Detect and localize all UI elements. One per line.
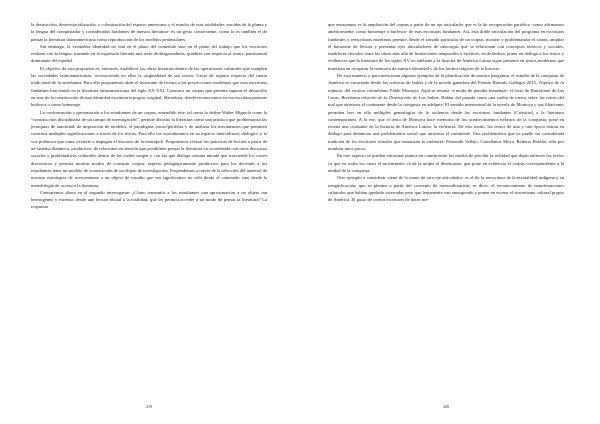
left-paragraph-2: Sin embargo, la verdadera identidad no está en el plano del contenido sino en el plano del trabajo que los escritores realizan con la lengua, trazando en la expresión literaria una serie de desgarraduras, quiebres con respecto al tronco patrimonial dominante del español. [31,43,267,64]
left-paragraph-3: El objetivo de esta propuesta es, entonces, establecer las obras literarias dentro de las operaciones culturales que cumplen las sociedades latinoamericanas, reconociendo en ellas la originalidad de sus textos. Gesto de ruptura respecto del canon tradicional de la enseñanza. Para ello proponemos abrir el horizonte de lectura a las proyecciones modernas que esas escrituras fundantes han tenido en la literatura latinoamericana del siglo XX-XXI. Construir un corpus que permita superar el desarrollo en aras de la construcción de una identidad escrituraria propia, original, liberadora, donde reconocernos en esa escritura pariente burlesca o como homenaje. [31,65,267,108]
left-paragraph-4: La conformación y presentación a los estudiantes de un corpus, entendido éste, tal como lo define Walter Mignolo como la “construcción disciplinaria de un campo de investigación”, permite abordar la literatura como una práctica que problematiza las jerarquías de autoridad, de imposición de modelos, el paradigma centro/periferia y de analizar los mecanismos que permiten construir múltiples significaciones a través de los textos. Para ello los consideramos en su espacio intercultural, dialógico y la voz polémica que toma, revierte e impugna el discurso de la metrópoli. Proponemos revisar las prácticas de lectura a partir de un sistema dinámico, productivo, de relaciones en tensión que posibiliten pensar la literatura en coordenada con otros discursos sociales y problemáticas culturales dentro de las cuales surgen y con las que dialoga conuna mirada que trasciende los cortes diacrónicos y permita mostrar modos de construir corpus, aspecto pedagógicamente productivo para los docentes a los estudiantes tener un modelo de construcción de un objeto de investigación. Propendemos a través de la selección del material de mostrar estrategias de acercamiento a un objeto de estudio que sea significativo no sólo desde el contenido sino desde la metodología de acceso a la literatura. [31,109,267,188]
right-paragraph-4: Otro ejemplo a considerar viene de la mano de otro eje articulador: es el de la reescritura de la textualidad indígena y su resignificación, que se plantea a partir del concepto de transculturación, es decir, el reconocimiento de manifestaciones culturales que habían quedado soterradas pero que lentamente van emergiendo y ponen en escena el sincretismo cultural propio de América. El gusto de ciertos escritores de hacer me- [328,175,564,203]
left-paragraph-5: Centraremos ahora en el segundo interrogante: ¿Cómo transmitir a los estudiantes una aproximación a un objeto tan heterogéneo y extenso, desde una lectura inicial a la totalidad, que les permita acceder a un modo de pensar la literatura? La respuesta [31,189,267,210]
left-page-number: 419 [145,404,153,409]
right-page [328,21,564,203]
right-paragraph-3: En este aspecto se pueden encontrar puntos en común entre los modos de percibir la realidad que dejan entrever los textos ya que en todos los casos el movimiento va de la utopía al desencanto, que pone en evidencia el corpus correspondiente a la unidad de la conquista. [328,153,564,173]
right-page-number: 420 [442,404,450,409]
right-paragraph-1: que ensayamos es la ampliación del corpus a partir de un eje articulador que es la de recuperación paródica -como afirmamos anteriormente, como homenaje o burlesca- de esas escrituras fundantes. Así, esta doble articulación del programa en escrituras fundantes y reescrituras modernas permite, desde el armado particular de un corpus, mostrar y problematizar el canon, ampliar el horizonte de lectura y presentar ejes articuladores de subcorpus que se relacionan con conceptos teóricos y sociales, establecer vínculos entre las obras más allá de limitaciones temporales o estéticas, en definitiva, poner en diálogo a los textos y evidenciar que la literatura de los siglos XV en adelante y la historia de América Latina sigue presente en textos modernos que muestran en recuperar la memoria de nuestra identidad y de los hechos trágicos de la historia. [328,22,564,71]
left-paragraph-1: la destrucción, desterritorialización, y colonización del espacio americano y el estudio de esas totalidades -nacidas de la pluma y la lengua del conquistador y consideradas fundantes de nuestra literatura- es un gesto consecuente, como lo es también el de pensar la literatura latinoamericana como reproducción de los modelos peninsulares. [31,22,267,42]
right-paragraph-2: De esta manera, y para mencionar algunos ejemplos de la planificación de nuestro programa, el estudio de la conquista de América se encarnado desde las crónicas de Indias y de la novela ganadora del Premio Rómulo Gallegos 2015, Tríptico de la infamia, del escritor colombiano Pablo Montoya. Aquí se retoma -a modo de parodia homenaje- el texto de Bartolomé de Las Casas, Brevísima relación de la Destrucción de Las Indias. Hablar del pasado como una vuelta de tuerca sobre las raíces del mal que atraviesa el continente desde la conquista en adelante. El sentido intertextual de la novela de Montoya y sus filiaciones permiten leer en ella múltiples genealogías de la violencia desde las escrituras fundantes (Crónicas) a la literatura contemporánea. A la vez, que el texto de Montoya hace memoria de los acontecimientos nefastos de la conquista, pone en escena una constante en la historia de América Latina: la violencia. De este modo, los textos de una y otra época entran en diálogo para denunciar una problemática social que atraviesa el continente. Una problemática que ya puede ser considerada tradición de los escritores actuales que tematizan la violencia: Fernando Vallejo, Castellanos Moya, Roberto Bolaño, sólo por nombrar unos pocos. [328,73,564,152]
left-page [31,21,267,211]
